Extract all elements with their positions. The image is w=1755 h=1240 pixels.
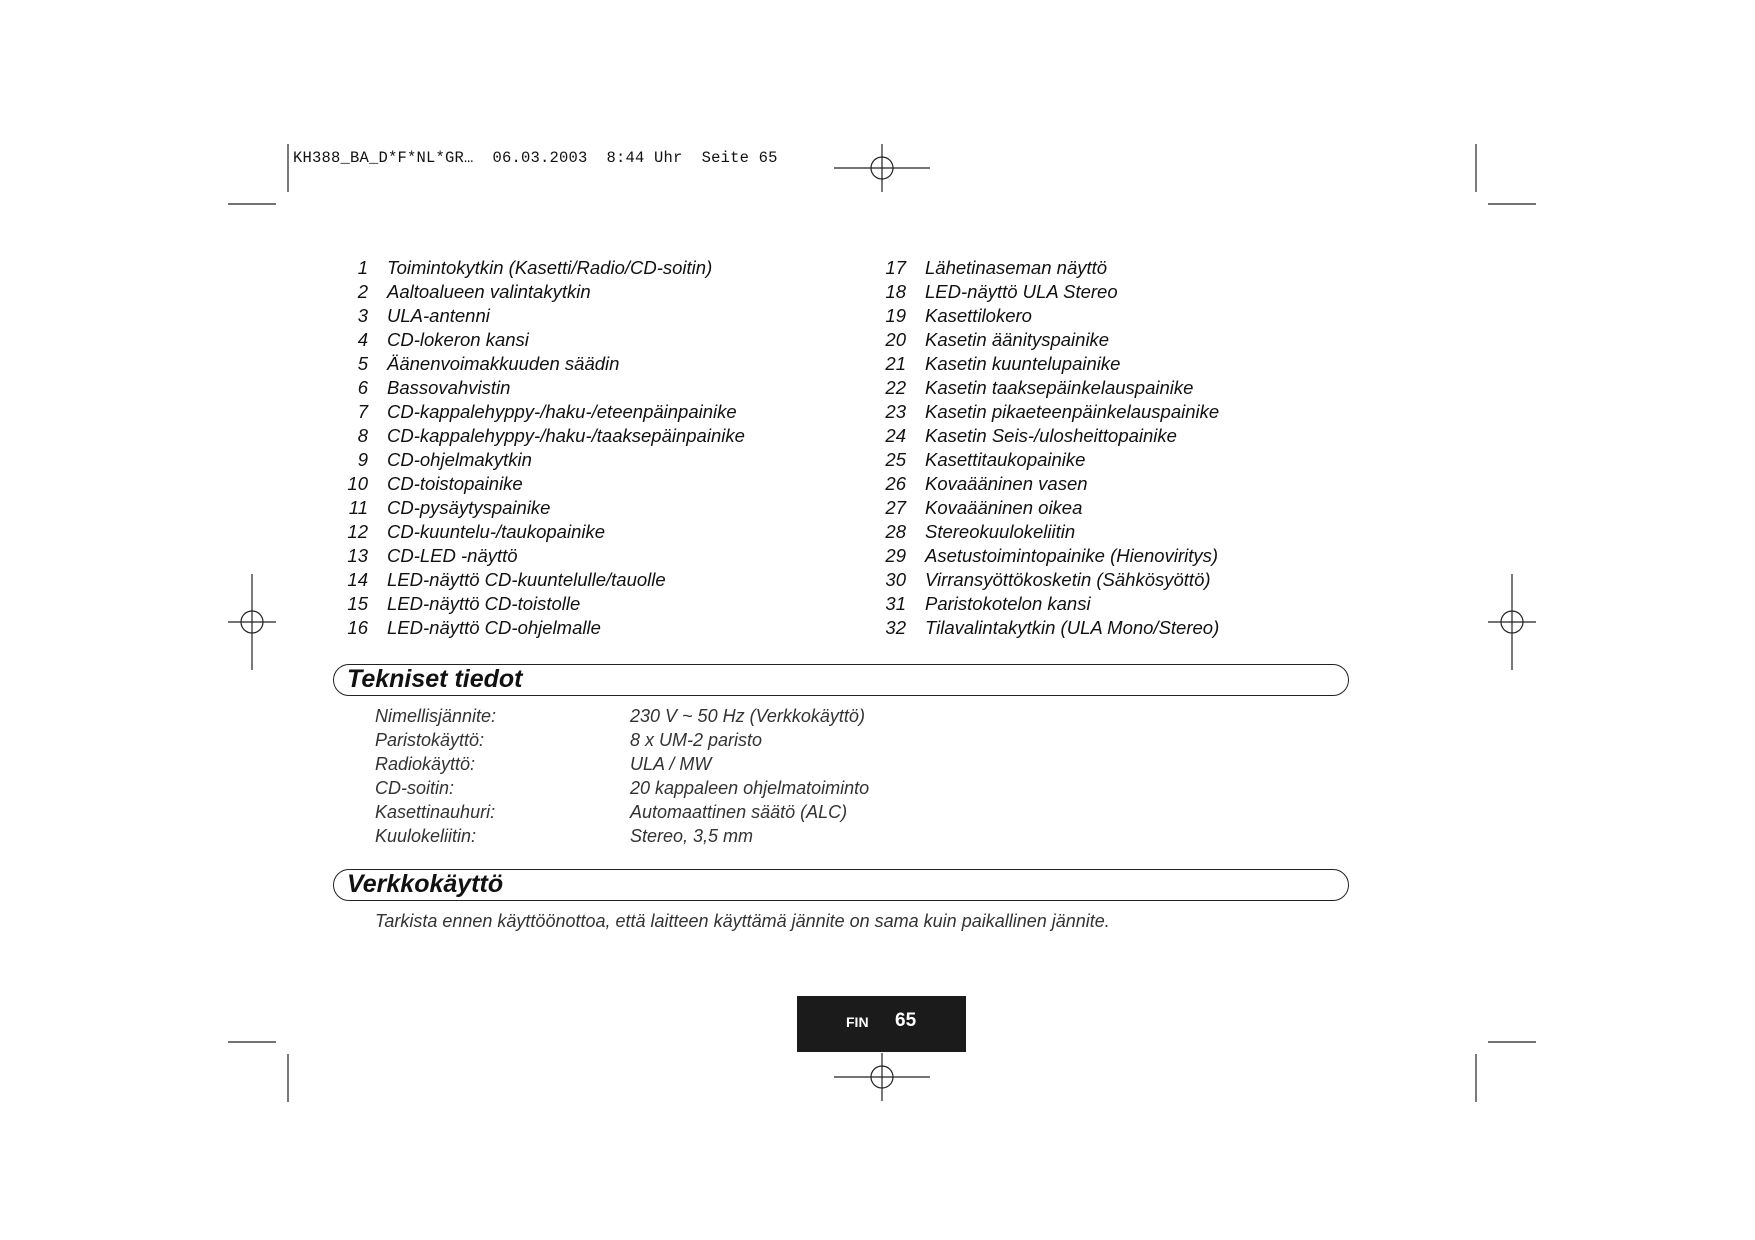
list-item	[332, 328, 792, 352]
item-number: 16	[347, 617, 368, 638]
mains-note: Tarkista ennen käyttöönottoa, että laitteen käyttämä jännite on sama kuin paikallinen jännite.	[375, 911, 1110, 931]
item-number: 30	[885, 569, 906, 590]
item-number: 12	[347, 521, 368, 542]
item-number: 21	[885, 353, 906, 374]
list-item	[870, 568, 1350, 592]
list-item	[870, 304, 1350, 328]
spec-row	[375, 776, 975, 800]
item-label: LED-näyttö CD-ohjelmalle	[387, 617, 601, 638]
list-item	[332, 304, 792, 328]
item-number: 1	[357, 257, 368, 278]
item-label: CD-pysäytyspainike	[387, 497, 551, 518]
item-number: 18	[885, 281, 906, 302]
section-title: Verkkokäyttö	[347, 870, 504, 898]
registration-target-top	[834, 144, 930, 192]
list-item	[332, 520, 792, 544]
list-item	[870, 472, 1350, 496]
list-item	[332, 400, 792, 424]
list-item	[870, 520, 1350, 544]
list-item	[332, 448, 792, 472]
list-item	[332, 280, 792, 304]
spec-row	[375, 824, 975, 848]
item-number: 9	[357, 449, 368, 470]
item-label: ULA-antenni	[387, 305, 490, 326]
item-number: 3	[357, 305, 368, 326]
item-number: 32	[885, 617, 906, 638]
item-label: LED-näyttö CD-kuuntelulle/tauolle	[387, 569, 666, 590]
section-header-specs	[333, 664, 1349, 696]
parts-list-left	[332, 256, 792, 640]
item-label: Kasettitaukopainike	[925, 449, 1086, 470]
item-label: Paristokotelon kansi	[925, 593, 1091, 614]
spec-row	[375, 752, 975, 776]
list-item	[332, 616, 792, 640]
spec-key: Nimellisjännite:	[375, 706, 497, 726]
item-label: Äänenvoimakkuuden säädin	[387, 353, 620, 374]
parts-list-right	[870, 256, 1350, 640]
print-slug-line: KH388_BA_D*F*NL*GR… 06.03.2003 8:44 Uhr Seite 65	[293, 149, 778, 167]
section-header-mains	[333, 869, 1349, 901]
item-number: 14	[347, 569, 368, 590]
spec-value: 230 V ~ 50 Hz (Verkkokäyttö)	[630, 706, 865, 726]
spec-value: Automaattinen säätö (ALC)	[630, 802, 848, 822]
item-number: 29	[885, 545, 906, 566]
list-item	[870, 256, 1350, 280]
item-number: 17	[885, 257, 906, 278]
item-label: Kasettilokero	[925, 305, 1032, 326]
item-number: 6	[357, 377, 368, 398]
spec-key: Kuulokeliitin:	[375, 826, 477, 846]
item-label: Kasetin pikaeteenpäinkelauspainike	[925, 401, 1220, 422]
item-number: 2	[357, 281, 368, 302]
item-label: Lähetinaseman näyttö	[925, 257, 1108, 278]
item-number: 13	[347, 545, 368, 566]
list-item	[870, 544, 1350, 568]
item-label: CD-LED -näyttö	[387, 545, 518, 566]
list-item	[870, 352, 1350, 376]
item-number: 19	[885, 305, 906, 326]
list-item	[332, 376, 792, 400]
item-number: 22	[885, 377, 906, 398]
item-label: LED-näyttö ULA Stereo	[925, 281, 1118, 302]
item-label: Stereokuulokeliitin	[925, 521, 1076, 542]
item-number: 24	[885, 425, 906, 446]
list-item	[870, 280, 1350, 304]
list-item	[332, 568, 792, 592]
list-item	[870, 376, 1350, 400]
item-label: Tilavalintakytkin (ULA Mono/Stereo)	[925, 617, 1220, 638]
item-number: 10	[347, 473, 368, 494]
item-label: CD-kuuntelu-/taukopainike	[387, 521, 606, 542]
spec-row	[375, 800, 975, 824]
item-label: CD-kappalehyppy-/haku-/taaksepäinpainike	[387, 425, 745, 446]
item-number: 23	[885, 401, 906, 422]
item-label: Toimintokytkin (Kasetti/Radio/CD-soitin)	[387, 257, 713, 278]
list-item	[332, 256, 792, 280]
item-number: 26	[885, 473, 906, 494]
list-item	[870, 424, 1350, 448]
spec-value: 20 kappaleen ohjelmatoiminto	[630, 778, 870, 798]
item-label: CD-kappalehyppy-/haku-/eteenpäinpainike	[387, 401, 737, 422]
list-item	[870, 496, 1350, 520]
spec-key: Paristokäyttö:	[375, 730, 485, 750]
item-label: Asetustoimintopainike (Hienoviritys)	[925, 545, 1219, 566]
specs-table	[375, 704, 975, 848]
list-item	[332, 544, 792, 568]
item-number: 7	[357, 401, 368, 422]
list-item	[870, 400, 1350, 424]
spec-key: CD-soitin:	[375, 778, 455, 798]
list-item	[870, 592, 1350, 616]
item-number: 15	[347, 593, 368, 614]
item-number: 5	[357, 353, 368, 374]
spec-row	[375, 728, 975, 752]
item-number: 8	[357, 425, 368, 446]
item-number: 25	[885, 449, 906, 470]
item-label: Kovaääninen vasen	[925, 473, 1088, 494]
item-label: Virransyöttökosketin (Sähkösyöttö)	[925, 569, 1211, 590]
item-label: Kasetin äänityspainike	[925, 329, 1110, 350]
item-number: 4	[357, 329, 368, 350]
language-code: FIN	[846, 1014, 869, 1030]
item-label: Kasetin Seis-/ulosheittopainike	[925, 425, 1177, 446]
spec-value: 8 x UM-2 paristo	[630, 730, 763, 750]
registration-target-right	[1488, 574, 1536, 670]
item-label: Kasetin kuuntelupainike	[925, 353, 1121, 374]
spec-value: ULA / MW	[630, 754, 712, 774]
list-item	[870, 328, 1350, 352]
spec-key: Radiokäyttö:	[375, 754, 476, 774]
item-label: Aaltoalueen valintakytkin	[387, 281, 591, 302]
page-tab	[797, 996, 966, 1052]
list-item	[332, 592, 792, 616]
item-number: 11	[348, 497, 368, 518]
item-label: LED-näyttö CD-toistolle	[387, 593, 581, 614]
item-number: 27	[885, 497, 906, 518]
spec-value: Stereo, 3,5 mm	[630, 826, 754, 846]
page-number: 65	[895, 1010, 917, 1031]
list-item	[332, 496, 792, 520]
list-item	[870, 616, 1350, 640]
item-label: CD-lokeron kansi	[387, 329, 529, 350]
item-label: CD-ohjelmakytkin	[387, 449, 532, 470]
list-item	[870, 448, 1350, 472]
item-label: Kovaääninen oikea	[925, 497, 1083, 518]
item-number: 28	[885, 521, 906, 542]
list-item	[332, 352, 792, 376]
registration-target-bottom	[834, 1053, 930, 1101]
item-number: 20	[885, 329, 906, 350]
spec-row	[375, 704, 975, 728]
item-label: Kasetin taaksepäinkelauspainike	[925, 377, 1194, 398]
item-label: Bassovahvistin	[387, 377, 511, 398]
list-item	[332, 424, 792, 448]
spec-key: Kasettinauhuri:	[375, 802, 496, 822]
item-number: 31	[885, 593, 906, 614]
registration-target-left	[228, 574, 276, 670]
item-label: CD-toistopainike	[387, 473, 523, 494]
section-title: Tekniset tiedot	[347, 665, 523, 693]
list-item	[332, 472, 792, 496]
